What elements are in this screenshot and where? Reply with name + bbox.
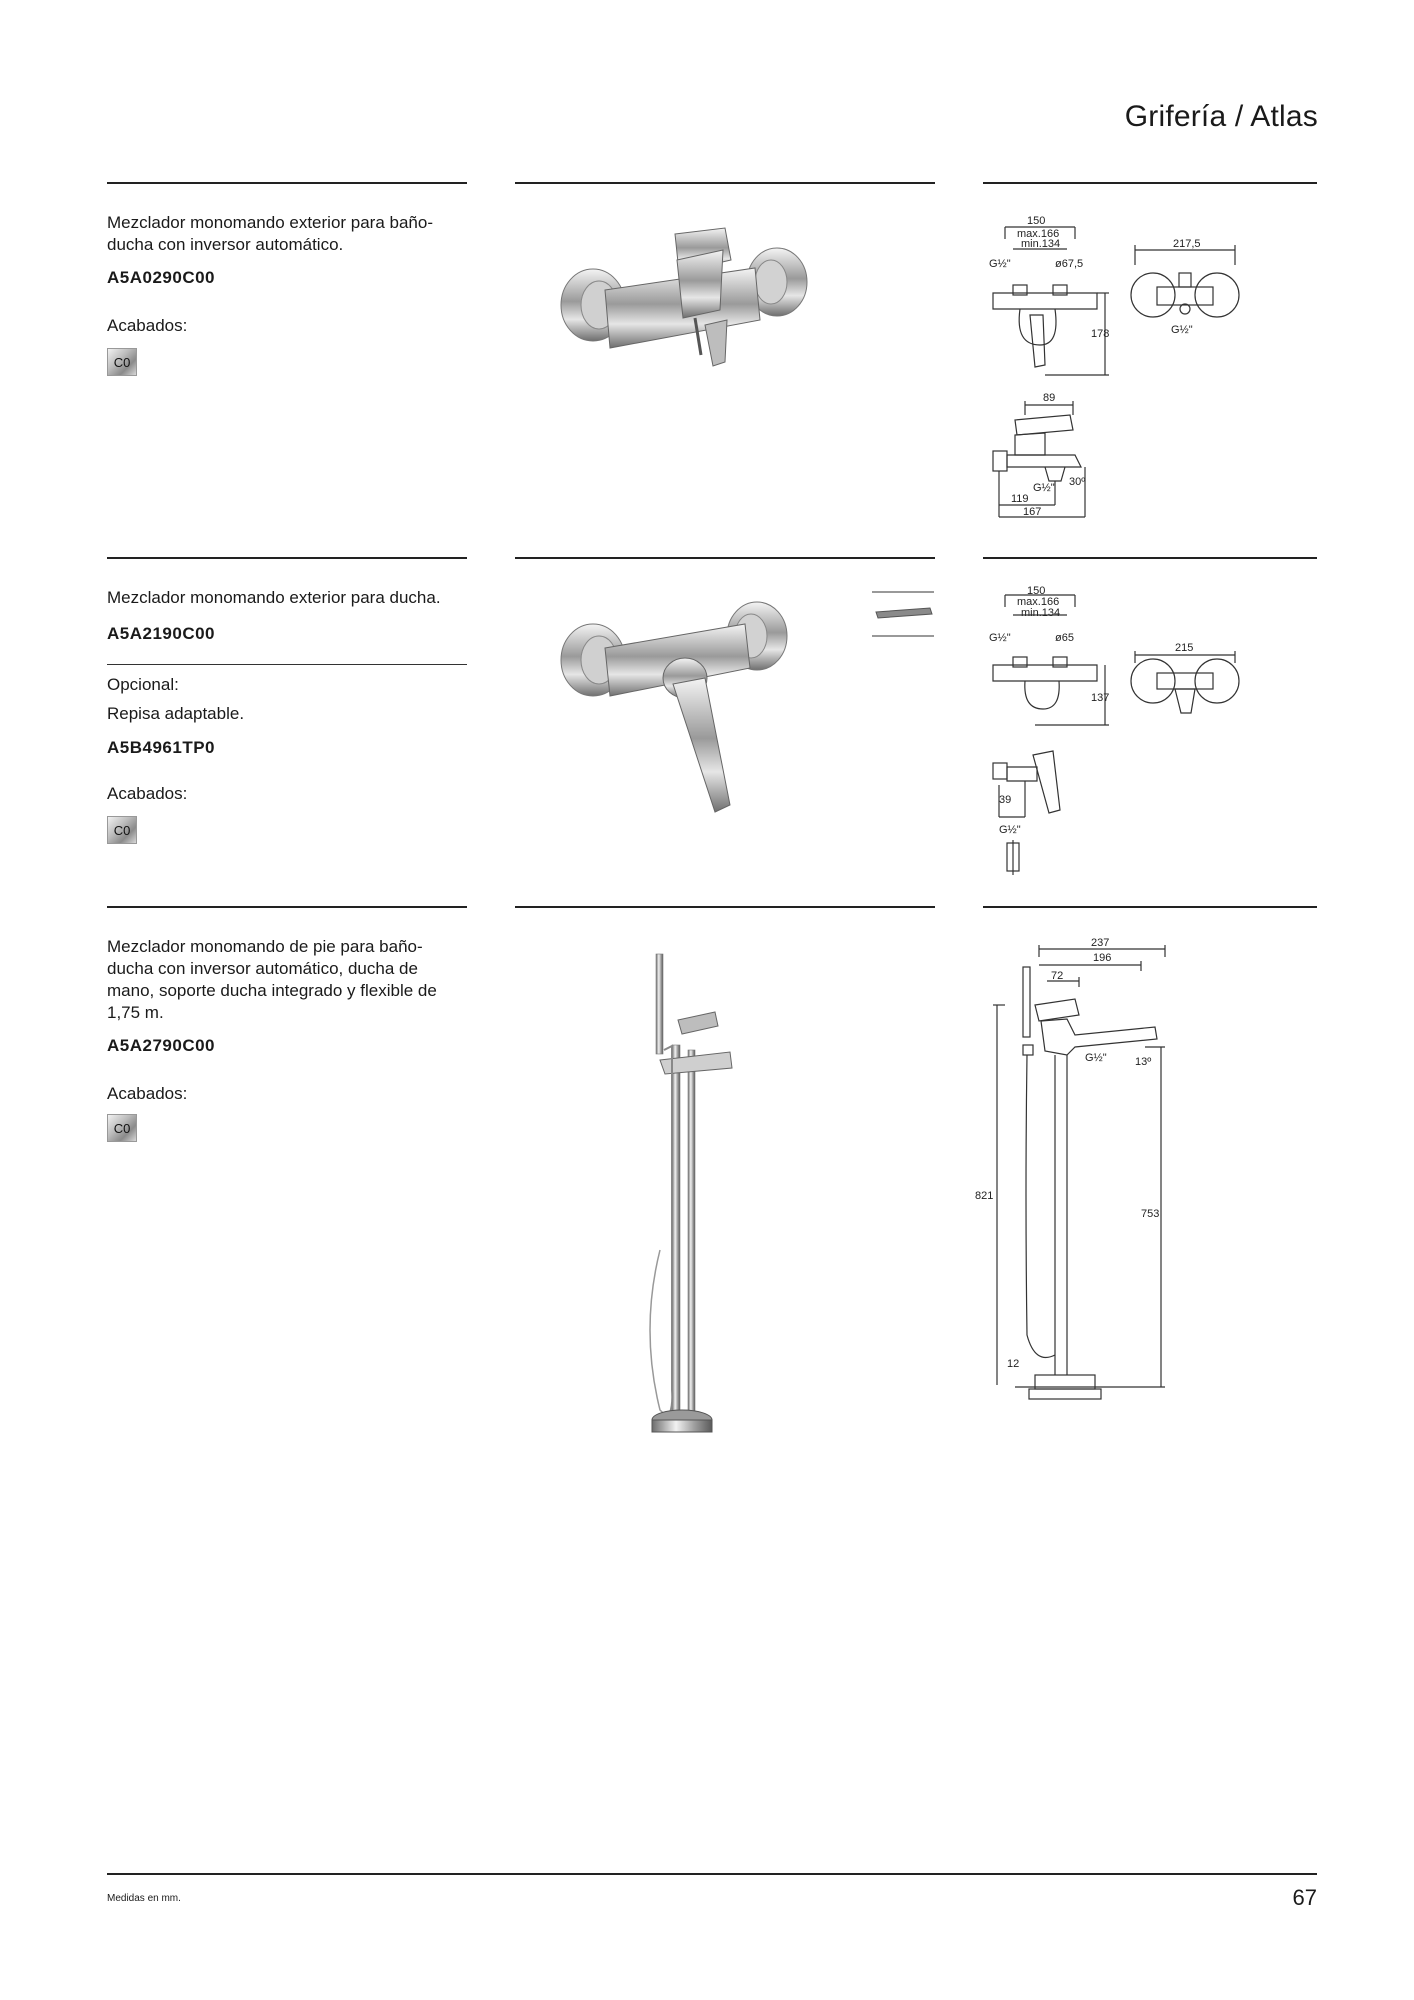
dim-label: G½" xyxy=(1033,482,1055,494)
technical-drawing-shower-mixer xyxy=(985,585,1315,875)
dim-label: 178 xyxy=(1091,328,1110,340)
page-title: Grifería / Atlas xyxy=(1124,100,1318,133)
product-description: Mezclador monomando de pie para baño- ducha con inversor automático, ducha de mano, soporte ducha integrado y flexible de 1,75 m. xyxy=(107,937,437,1022)
product-description: Mezclador monomando exterior para ducha. xyxy=(107,588,441,607)
dim-label: 119 xyxy=(1011,493,1029,505)
dim-label: 30º xyxy=(1069,476,1086,488)
section-divider xyxy=(983,557,1317,559)
optional-label: Opcional: xyxy=(107,675,179,694)
product-code: A5A0290C00 xyxy=(107,268,216,287)
optional-item: Repisa adaptable. xyxy=(107,704,245,723)
dim-label: 753 xyxy=(1141,1208,1160,1220)
product-photo-bath-shower-mixer xyxy=(555,220,815,390)
optional-code: A5B4961TP0 xyxy=(107,738,216,757)
footer-divider xyxy=(107,1873,1317,1875)
dim-label: 237 xyxy=(1091,937,1110,949)
product-photo-freestanding-mixer xyxy=(620,950,760,1470)
dim-label: 137 xyxy=(1091,692,1110,704)
dim-label: 39 xyxy=(999,794,1012,806)
finishes-label: Acabados: xyxy=(107,1084,188,1103)
dim-label: 196 xyxy=(1093,952,1112,964)
dim-label: min.134 xyxy=(1021,238,1061,250)
section-divider xyxy=(983,182,1317,184)
dim-label: G½" xyxy=(989,632,1011,644)
technical-drawing-freestanding-mixer xyxy=(975,935,1175,1415)
finishes-label: Acabados: xyxy=(107,316,188,335)
product-code: A5A2790C00 xyxy=(107,1036,216,1055)
dim-label: ø65 xyxy=(1055,632,1074,644)
dim-label: 89 xyxy=(1043,392,1056,404)
dim-label: 215 xyxy=(1175,642,1194,654)
section-divider xyxy=(515,182,935,184)
dim-label: max.166 xyxy=(1017,596,1060,608)
dim-label: 72 xyxy=(1051,970,1064,982)
dim-label: G½" xyxy=(1085,1052,1107,1064)
product-photo-shelf xyxy=(870,590,936,640)
dim-label: G½" xyxy=(1171,324,1193,336)
dim-label: G½" xyxy=(999,824,1021,836)
dim-label: G½" xyxy=(989,258,1011,270)
dim-label: 167 xyxy=(1023,506,1042,518)
dim-label: min.134 xyxy=(1021,607,1061,619)
dim-label: ø67,5 xyxy=(1055,258,1084,270)
product-description: Mezclador monomando exterior para baño- ducha con inversor automático. xyxy=(107,213,434,254)
product-code: A5A2190C00 xyxy=(107,624,216,643)
section-divider xyxy=(515,557,935,559)
dim-label: 217,5 xyxy=(1173,238,1201,250)
finishes-label: Acabados: xyxy=(107,784,188,803)
finish-swatch-chrome: C0 xyxy=(107,816,137,844)
section-divider xyxy=(107,182,467,184)
finish-swatch-chrome: C0 xyxy=(107,1114,137,1142)
dim-label: 13º xyxy=(1135,1056,1152,1068)
dim-label: 12 xyxy=(1007,1358,1020,1370)
product-photo-shower-mixer xyxy=(555,600,805,820)
dim-label: 150 xyxy=(1027,215,1046,227)
finish-swatch-chrome: C0 xyxy=(107,348,137,376)
section-divider xyxy=(107,906,467,908)
page-number: 67 xyxy=(1292,1885,1317,1910)
dim-label: 150 xyxy=(1027,585,1046,597)
section-divider xyxy=(983,906,1317,908)
dim-label: max.166 xyxy=(1017,228,1060,240)
optional-divider xyxy=(107,664,467,665)
section-divider xyxy=(107,557,467,559)
technical-drawing-bath-shower-mixer xyxy=(985,205,1315,525)
measurement-note: Medidas en mm. xyxy=(107,1893,181,1904)
dim-label: 821 xyxy=(975,1190,994,1202)
section-divider xyxy=(515,906,935,908)
